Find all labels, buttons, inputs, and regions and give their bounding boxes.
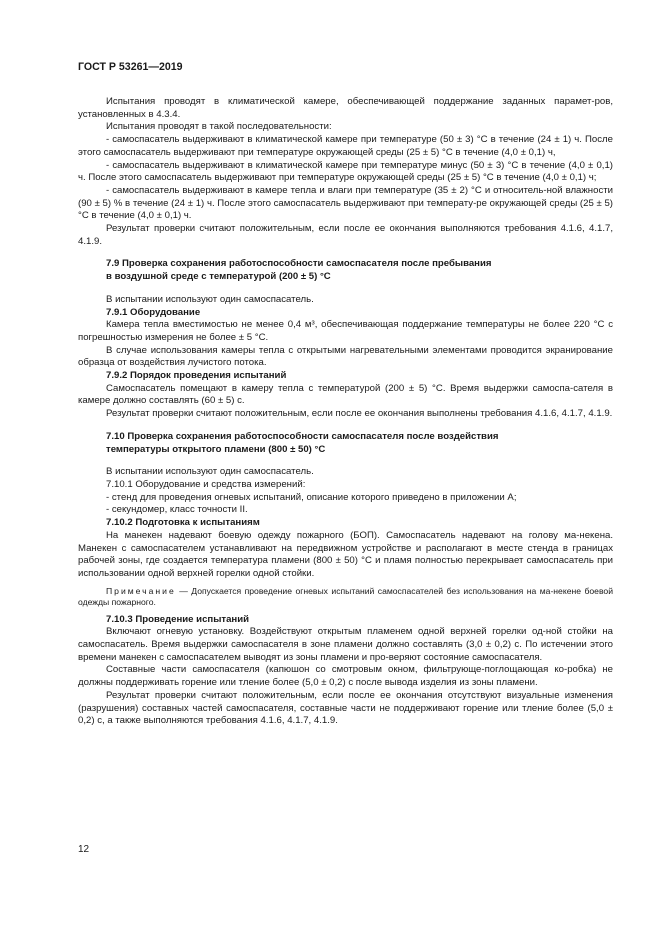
paragraph: Самоспасатель помещают в камеру тепла с температурой (200 ± 5) °С. Время выдержки самоспа-сателя в камере должно составлять (60 ± 5) с. bbox=[78, 382, 613, 407]
paragraph: Камера тепла вместимостью не менее 0,4 м³, обеспечивающая поддержание температуры не более 220 °С с погрешностью измерения не более ± 5 °С. bbox=[78, 319, 613, 343]
paragraph: - самоспасатель выдерживают в камере тепла и влаги при температуре (35 ± 2) °С и относитель-ной влажности (90 ± 5) % в течение (24 ± 1) ч. После этого самоспасатель выдерживают при температу-ре окружающей среды (25 ± 5) °С в течение (4,0 ± 0,1) ч. bbox=[78, 184, 613, 222]
paragraph: В случае использования камеры тепла с открытыми нагревательными элементами проводится экранирование образца от воздействия лучистого потока. bbox=[78, 344, 613, 369]
paragraph: Испытания проводят в климатической камере, обеспечивающей поддержание заданных парамет-ров, установленных в 4.3.4. bbox=[78, 96, 613, 120]
page-number: 12 bbox=[78, 844, 90, 855]
note-label: Примечание bbox=[106, 585, 176, 596]
subsection-heading: 7.10.2 Подготовка к испытаниям bbox=[106, 517, 260, 529]
paragraph: - секундомер, класс точности II. bbox=[106, 504, 248, 516]
paragraph: Включают огневую установку. Воздействуют открытым пламенем одной верхней горелки од-ной стойки на самоспасатель. Время выдержки самоспасателя в зоне пламени должно составлять (3,0 ± 0,2) с. По истечении этого времени манекен с самоспасателем выводят из зоны пламени и про-веряют состояние самоспасателя. bbox=[78, 626, 613, 663]
spacer bbox=[78, 284, 613, 294]
paragraph: В испытании используют один самоспасатель. bbox=[106, 293, 314, 305]
document-body bbox=[78, 96, 613, 728]
paragraph: - стенд для проведения огневых испытаний, описание которого приведено в приложении А; bbox=[106, 491, 517, 503]
paragraph: Результат проверки считают положительным, если после ее окончания выполняются требования 4.1.6, 4.1.7, 4.1.9. bbox=[78, 223, 613, 247]
note-paragraph bbox=[78, 586, 613, 609]
paragraph: - самоспасатель выдерживают в климатической камере при температуре минус (50 ± 3) °С в течение (4,0 ± 0,1) ч. После этого самоспасатель выдерживают при температуре окружающей среды (25 ± 5) °С в течение (4,0 ± 0,1) ч; bbox=[78, 159, 613, 184]
paragraph: 7.10.1 Оборудование и средства измерений: bbox=[106, 478, 306, 490]
paragraph: Испытания проводят в такой последовательности: bbox=[106, 121, 332, 133]
document-header: ГОСТ Р 53261—2019 bbox=[78, 61, 183, 73]
section-heading: в воздушной среде с температурой (200 ± 5) °С bbox=[106, 271, 331, 283]
note-text: — Допускается проведение огневых испытаний самоспасателей без использования на ма-некене боевой одежды пожарного. bbox=[78, 585, 613, 608]
paragraph: Составные части самоспасателя (капюшон со смотровым окном, фильтрующе-поглощающая ко-робка) не должны поддерживать горение или тление более (5,0 ± 0,2) с после вывода изделия из зоны пламени. bbox=[78, 664, 613, 689]
subsection-heading: 7.9.2 Порядок проведения испытаний bbox=[106, 370, 287, 382]
paragraph: Результат проверки считают положительным, если после ее окончания выполнены требования 4.1.6, 4.1.7, 4.1.9. bbox=[106, 408, 613, 420]
subsection-heading: 7.9.1 Оборудование bbox=[106, 306, 201, 318]
section-heading: 7.10 Проверка сохранения работоспособности самоспасателя после воздействия bbox=[106, 430, 499, 442]
paragraph: - самоспасатель выдерживают в климатической камере при температуре (50 ± 3) °С в течение (24 ± 1) ч. После этого самоспасатель выдерживают при температуре окружающей среды (25 ± 5) °С в течение (4,0 ± 0,1) ч, bbox=[78, 134, 613, 158]
paragraph: В испытании используют один самоспасатель. bbox=[106, 466, 314, 478]
section-heading: температуры открытого пламени (800 ± 50) °С bbox=[106, 443, 326, 455]
paragraph: На манекен надевают боевую одежду пожарного (БОП). Самоспасатель надевают на голову ма-некена. Манекен с самоспасателем устанавливают на передвижном устройстве и располагают в месте стенда в границах рабочей зоны, где создается температура пламени (800 ± 50) °С и пламя полностью перекрывает самоспасатель при использовании одной верхней горелки одной стойки. bbox=[78, 529, 613, 579]
spacer bbox=[78, 456, 613, 466]
paragraph: Результат проверки считают положительным, если после ее окончания отсутствуют визуальные изменения (разрушения) составных частей самоспасателя, составные части не поддерживают горение или тление более (5,0 ± 0,2) с, а также выполняются требования 4.1.6, 4.1.7, 4.1.9. bbox=[78, 689, 613, 727]
section-heading: 7.9 Проверка сохранения работоспособности самоспасателя после пребывания bbox=[106, 258, 492, 270]
subsection-heading: 7.10.3 Проведение испытаний bbox=[106, 613, 250, 625]
